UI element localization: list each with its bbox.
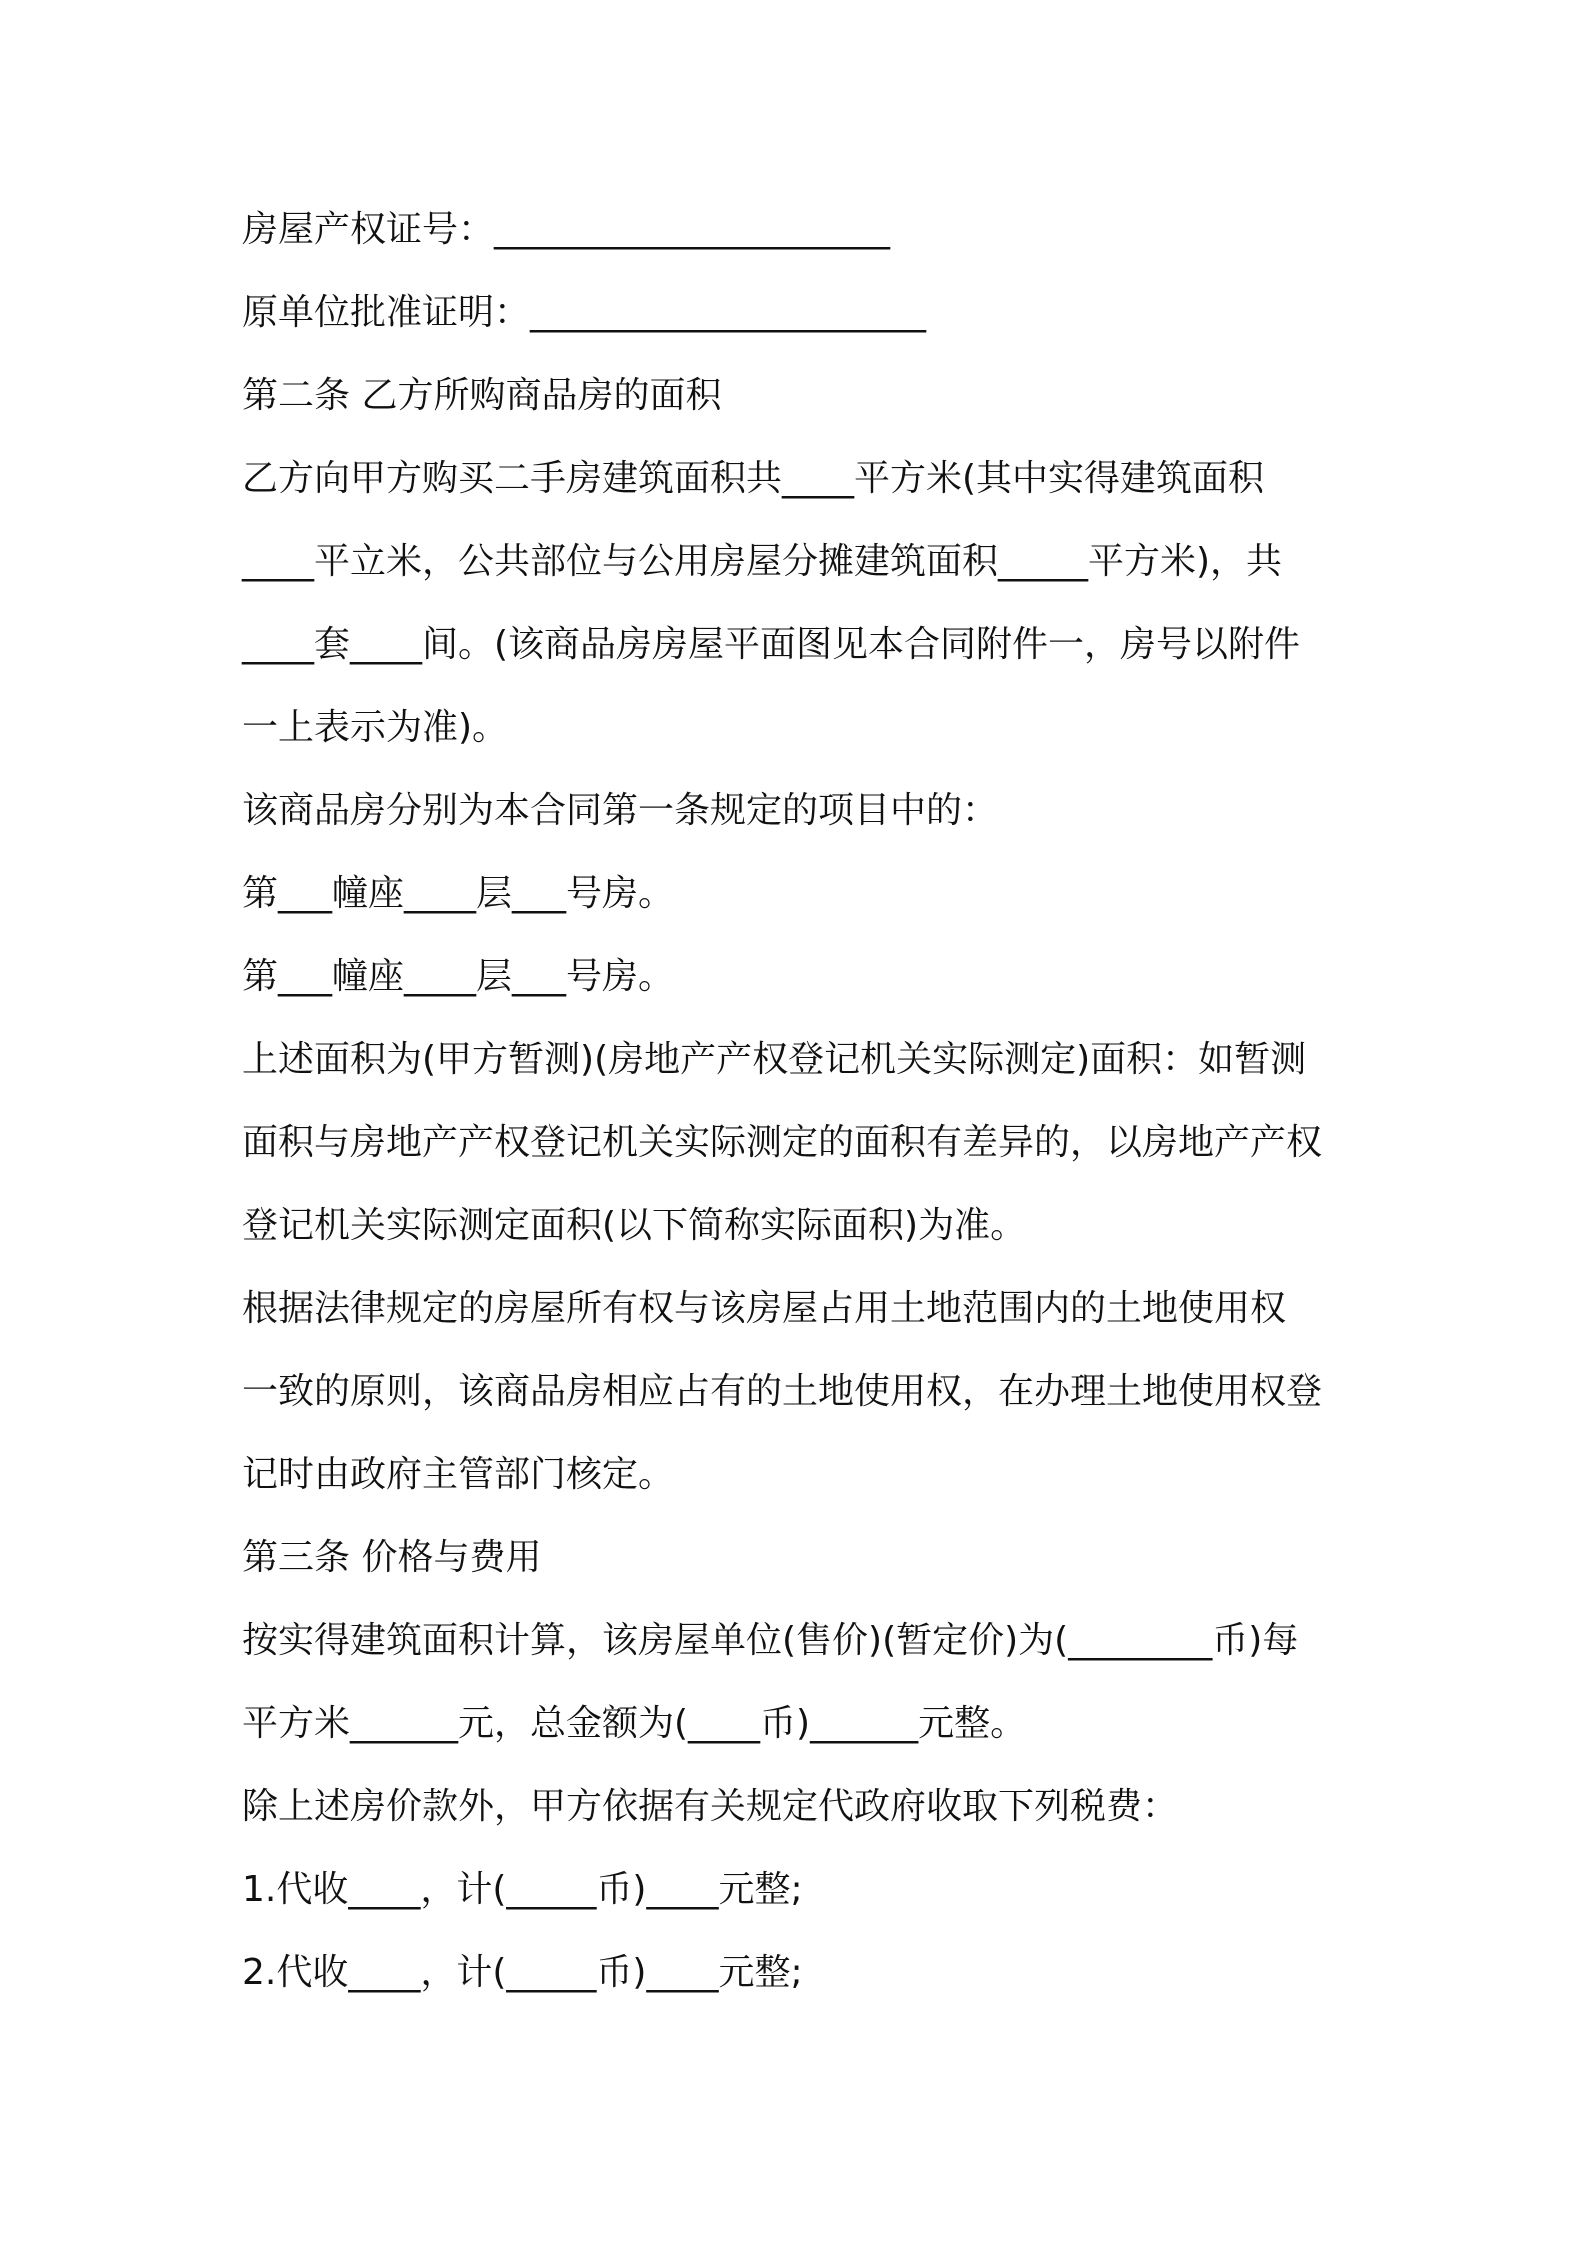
area-paragraph-line-1: 乙方向甲方购买二手房建筑面积共____平方米(其中实得建筑面积: [242, 458, 1265, 499]
unit-line-1: 第___幢座____层___号房。: [242, 873, 675, 914]
project-intro-line: 该商品房分别为本合同第一条规定的项目中的：: [242, 790, 999, 831]
price-paragraph-line-1: 按实得建筑面积计算，该房屋单位(售价)(暂定价)为(________币)每: [242, 1620, 1299, 1661]
land-use-paragraph-line-3: 记时由政府主管部门核定。: [242, 1454, 675, 1495]
article-two-heading: 第二条 乙方所购商品房的面积: [242, 375, 722, 416]
measurement-paragraph-line-3: 登记机关实际测定面积(以下简称实际面积)为准。: [242, 1205, 1027, 1246]
measurement-paragraph-line-1: 上述面积为(甲方暂测)(房地产产权登记机关实际测定)面积：如暂测: [242, 1039, 1307, 1080]
price-paragraph-line-2: 平方米______元，总金额为(____币)______元整。: [242, 1703, 1027, 1744]
property-cert-number-line: 房屋产权证号：______________________: [242, 209, 891, 250]
area-paragraph-line-2: ____平立米，公共部位与公用房屋分摊建筑面积_____平方米)，共: [242, 541, 1283, 582]
fees-intro-line: 除上述房价款外，甲方依据有关规定代政府收取下列税费：: [242, 1786, 1179, 1827]
land-use-paragraph-line-2: 一致的原则，该商品房相应占有的土地使用权，在办理土地使用权登: [242, 1371, 1323, 1412]
article-three-heading: 第三条 价格与费用: [242, 1537, 542, 1578]
area-paragraph-line-3: ____套____间。(该商品房房屋平面图见本合同附件一，房号以附件: [242, 624, 1301, 665]
fee-item-1: 1.代收____，计(_____币)____元整;: [242, 1869, 803, 1910]
land-use-paragraph-line-1: 根据法律规定的房屋所有权与该房屋占用土地范围内的土地使用权: [242, 1288, 1287, 1329]
measurement-paragraph-line-2: 面积与房地产产权登记机关实际测定的面积有差异的，以房地产产权: [242, 1122, 1323, 1163]
fee-item-2: 2.代收____，计(_____币)____元整;: [242, 1952, 803, 1993]
approval-certificate-line: 原单位批准证明：______________________: [242, 292, 927, 333]
area-paragraph-line-4: 一上表示为准)。: [242, 707, 509, 748]
unit-line-2: 第___幢座____层___号房。: [242, 956, 675, 997]
